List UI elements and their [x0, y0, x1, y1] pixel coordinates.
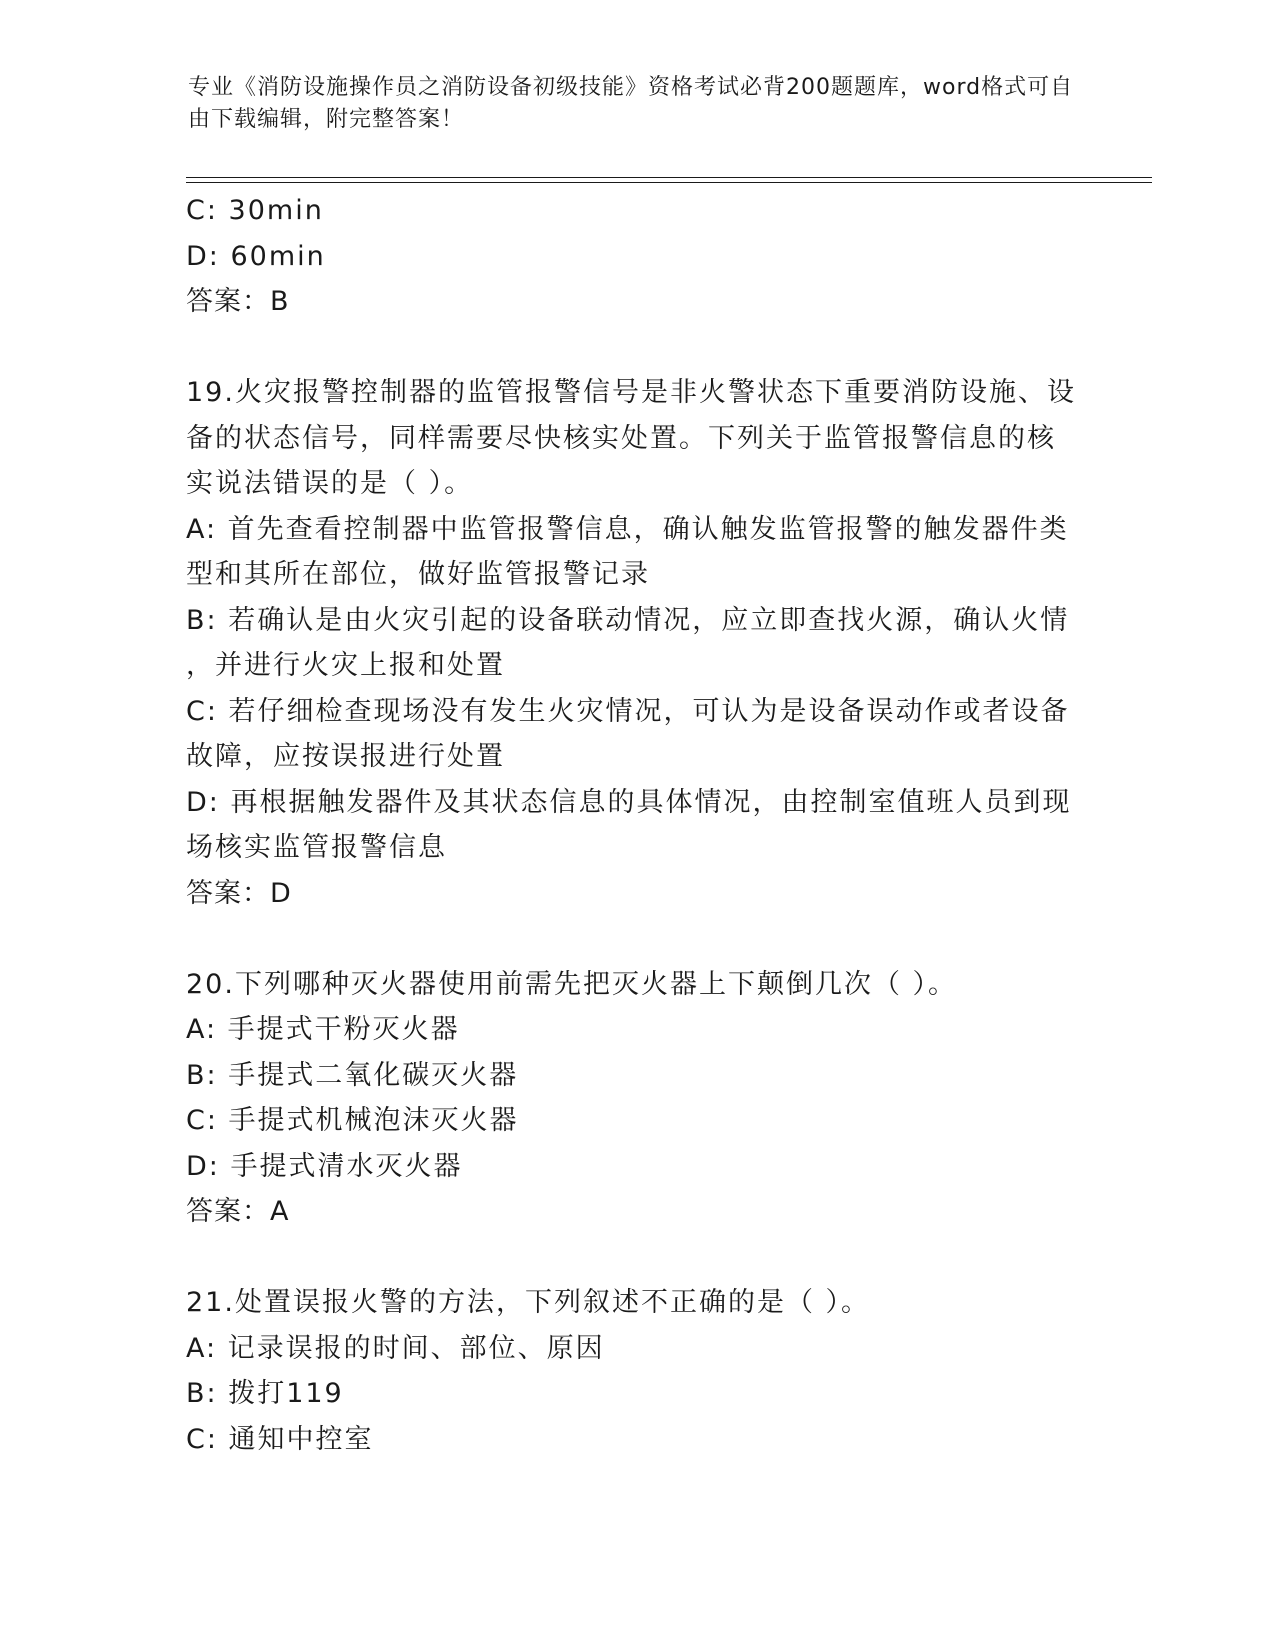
option-b: ，并进行火灾上报和处置 — [186, 650, 505, 681]
spacer — [186, 325, 1076, 371]
answer: 答案：A — [186, 1196, 290, 1227]
answer: 答案：B — [186, 286, 290, 317]
answer: 答案：D — [186, 877, 292, 909]
option-c: C: 手提式机械泡沫灭火器 — [186, 1105, 519, 1136]
question-list — [186, 188, 1076, 1462]
option-a: A: 首先查看控制器中监管报警信息，确认触发监管报警的触发器件类 — [186, 513, 1069, 545]
question-18-tail — [186, 188, 1076, 325]
option-c: 故障，应按误报进行处置 — [186, 741, 505, 772]
question-stem: 21.处置误报火警的方法，下列叙述不正确的是（ ）。 — [186, 1287, 871, 1318]
question-stem: 20.下列哪种灭火器使用前需先把灭火器上下颠倒几次（ ）。 — [186, 968, 958, 1000]
spacer — [186, 916, 1076, 962]
option-b: B: 手提式二氧化碳灭火器 — [186, 1059, 519, 1091]
option-c: C: 通知中控室 — [186, 1423, 374, 1455]
option-a: 型和其所在部位，做好监管报警记录 — [186, 559, 650, 590]
option-a: A: 手提式干粉灭火器 — [186, 1014, 460, 1045]
header-rule-bottom — [186, 182, 1152, 183]
document-header — [188, 72, 1078, 136]
question-stem: 备的状态信号，同样需要尽快核实处置。下列关于监管报警信息的核 — [186, 422, 1056, 454]
option-b: B: 拨打119 — [186, 1378, 344, 1409]
question-20 — [186, 962, 1076, 1235]
option-b: B: 若确认是由火灾引起的设备联动情况，应立即查找火源，确认火情 — [186, 604, 1070, 636]
option-d: D: 手提式清水灭火器 — [186, 1150, 463, 1182]
option-d: 场核实监管报警信息 — [186, 832, 447, 863]
question-19 — [186, 370, 1076, 916]
option-c: C: 30min — [186, 195, 324, 226]
option-c: C: 若仔细检查现场没有发生火灾情况，可认为是设备误动作或者设备 — [186, 695, 1070, 727]
option-d: D: 60min — [186, 240, 326, 272]
header-rule-top — [186, 177, 1152, 178]
spacer — [186, 1235, 1076, 1281]
option-d: D: 再根据触发器件及其状态信息的具体情况，由控制室值班人员到现 — [186, 786, 1072, 818]
header-text: 专业《消防设施操作员之消防设备初级技能》资格考试必背200题题库，word格式可自由下载编辑，附完整答案！ — [188, 75, 1074, 132]
question-stem: 19.火灾报警控制器的监管报警信号是非火警状态下重要消防设施、设 — [186, 377, 1076, 408]
question-21 — [186, 1280, 1076, 1462]
option-a: A: 记录误报的时间、部位、原因 — [186, 1332, 605, 1364]
question-stem: 实说法错误的是（ ）。 — [186, 468, 474, 499]
